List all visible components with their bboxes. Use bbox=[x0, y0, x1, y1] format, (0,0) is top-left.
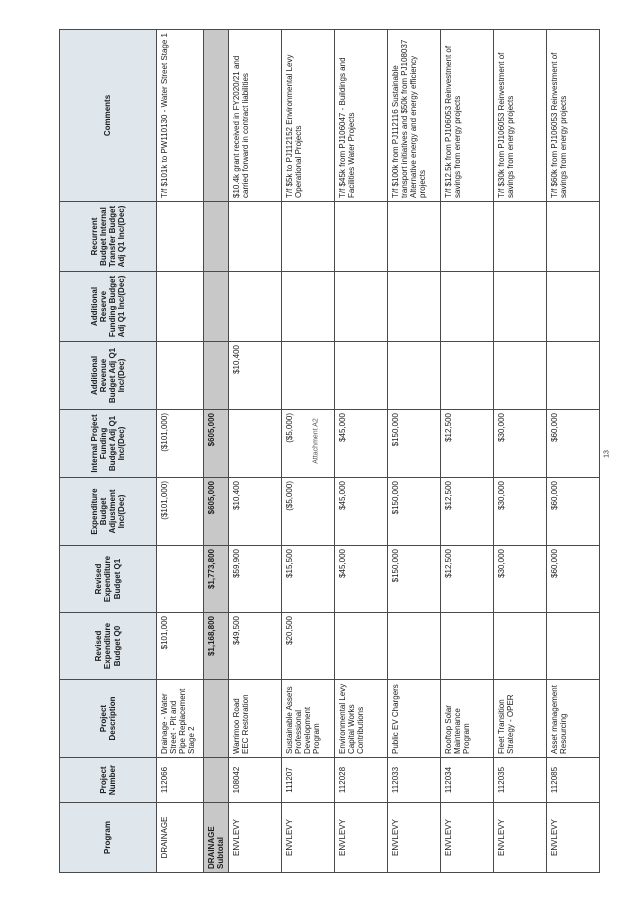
cell-rev-q1: $30,000 bbox=[494, 546, 547, 613]
cell-rev-q0: $49,500 bbox=[229, 613, 282, 680]
cell-program: ENVLEVY bbox=[388, 803, 441, 873]
cell-comments: T/f $5k to PJ112152 Environmental Levy Operational Projects bbox=[282, 30, 335, 202]
cell-rev-q0 bbox=[494, 613, 547, 680]
cell-add-reserve bbox=[282, 272, 335, 342]
cell-project-number: 112035 bbox=[494, 758, 547, 803]
col-header-rev-q1: Revised Expenditure Budget Q1 bbox=[60, 546, 157, 613]
col-header-int-funding: Internal Project Funding Budget Adj Q1 Inc/(Dec) bbox=[60, 410, 157, 478]
cell-rev-q1: $12,500 bbox=[441, 546, 494, 613]
cell-int-funding: ($101,000) bbox=[157, 410, 204, 478]
attachment-label: Attachment A2 bbox=[312, 418, 320, 464]
cell-project-number: 112085 bbox=[547, 758, 600, 803]
cell-rev-q0 bbox=[547, 613, 600, 680]
cell-program: ENVLEVY bbox=[494, 803, 547, 873]
cell-rev-q1: $15,500 bbox=[282, 546, 335, 613]
table-row bbox=[282, 30, 335, 873]
table-row bbox=[547, 30, 600, 873]
cell-comments: T/f $100k from PJ112116 Sustainable transport initiatives and $50k from PJ108037 Alternative energy and energy efficiency projects bbox=[388, 30, 441, 202]
cell-exp-adj: $45,000 bbox=[335, 478, 388, 546]
cell-project-number: 112034 bbox=[441, 758, 494, 803]
cell-int-funding: $30,000 bbox=[494, 410, 547, 478]
cell-int-funding: $605,000 bbox=[204, 410, 229, 478]
cell-add-revenue bbox=[282, 342, 335, 410]
cell-recurrent bbox=[229, 202, 282, 272]
table-row bbox=[229, 30, 282, 873]
cell-add-reserve bbox=[229, 272, 282, 342]
cell-comments: $10.4k grant received in FY2020/21 and carried forward in contract liabilities bbox=[229, 30, 282, 202]
cell-add-revenue bbox=[388, 342, 441, 410]
cell-int-funding bbox=[229, 410, 282, 478]
cell-add-reserve bbox=[335, 272, 388, 342]
cell-program: ENVLEVY bbox=[282, 803, 335, 873]
cell-exp-adj: $12,500 bbox=[441, 478, 494, 546]
col-header-description: Project Description bbox=[60, 680, 157, 758]
table-row bbox=[335, 30, 388, 873]
cell-project-number: 108042 bbox=[229, 758, 282, 803]
cell-recurrent bbox=[388, 202, 441, 272]
cell-description: Drainage - Water Street - Pit and Pipe Replacement Stage 2 bbox=[157, 680, 204, 758]
table-row bbox=[441, 30, 494, 873]
cell-add-revenue bbox=[335, 342, 388, 410]
cell-rev-q0: $20,500 bbox=[282, 613, 335, 680]
cell-program: ENVLEVY bbox=[547, 803, 600, 873]
cell-exp-adj: $30,000 bbox=[494, 478, 547, 546]
cell-description: Sustainable Assets Professional Development Program bbox=[282, 680, 335, 758]
cell-comments: T/f $12.5k from PJ106053 Reinvestment of savings from energy projects bbox=[441, 30, 494, 202]
cell-description bbox=[204, 680, 229, 758]
subtotal-row bbox=[204, 30, 229, 873]
cell-add-revenue: $10,400 bbox=[229, 342, 282, 410]
cell-add-reserve bbox=[547, 272, 600, 342]
cell-description: Rooftop Solar Maintenance Program bbox=[441, 680, 494, 758]
cell-project-number: 111207 bbox=[282, 758, 335, 803]
budget-adjustment-table bbox=[59, 29, 600, 873]
cell-rev-q0: $1,168,800 bbox=[204, 613, 229, 680]
cell-description: Public EV Chargers bbox=[388, 680, 441, 758]
cell-rev-q1: $150,000 bbox=[388, 546, 441, 613]
cell-rev-q1: $59,900 bbox=[229, 546, 282, 613]
page-number: 13 bbox=[603, 450, 611, 458]
cell-project-number bbox=[204, 758, 229, 803]
cell-add-reserve bbox=[157, 272, 204, 342]
cell-rev-q0 bbox=[388, 613, 441, 680]
cell-int-funding: $45,000 bbox=[335, 410, 388, 478]
cell-description: Environmental Levy Capital Works Contributions bbox=[335, 680, 388, 758]
cell-description: Warrimoo Road EEC Restoration bbox=[229, 680, 282, 758]
table-row bbox=[157, 30, 204, 873]
cell-add-revenue bbox=[494, 342, 547, 410]
cell-description: Asset management Resourcing bbox=[547, 680, 600, 758]
cell-comments: T/f $60k from PJ106053 Reinvestment of savings from energy projects bbox=[547, 30, 600, 202]
cell-project-number: 112033 bbox=[388, 758, 441, 803]
cell-add-revenue bbox=[547, 342, 600, 410]
cell-program: ENVLEVY bbox=[335, 803, 388, 873]
cell-rev-q1: $60,000 bbox=[547, 546, 600, 613]
cell-comments bbox=[204, 30, 229, 202]
cell-int-funding: $12,500 bbox=[441, 410, 494, 478]
cell-exp-adj: $60,000 bbox=[547, 478, 600, 546]
cell-recurrent bbox=[335, 202, 388, 272]
cell-int-funding: $60,000 bbox=[547, 410, 600, 478]
header-row bbox=[60, 30, 157, 873]
cell-rev-q0 bbox=[441, 613, 494, 680]
cell-comments: T/f $30k from PJ106053 Reinvestment of savings from energy projects bbox=[494, 30, 547, 202]
cell-exp-adj: $605,000 bbox=[204, 478, 229, 546]
cell-rev-q1: $45,000 bbox=[335, 546, 388, 613]
cell-int-funding: $150,000 bbox=[388, 410, 441, 478]
col-header-comments: Comments bbox=[60, 30, 157, 202]
cell-exp-adj: $150,000 bbox=[388, 478, 441, 546]
table-row bbox=[494, 30, 547, 873]
cell-project-number: 112028 bbox=[335, 758, 388, 803]
col-header-add-reserve: Additional Reserve Funding Budget Adj Q1 Inc/(Dec) bbox=[60, 272, 157, 342]
cell-exp-adj: ($101,000) bbox=[157, 478, 204, 546]
cell-comments: T/f $101k to PW110130 - Water Street Stage 1 bbox=[157, 30, 204, 202]
cell-recurrent bbox=[157, 202, 204, 272]
cell-add-revenue bbox=[157, 342, 204, 410]
col-header-project-number: Project Number bbox=[60, 758, 157, 803]
cell-program: DRAINAGE Subtotal bbox=[204, 803, 229, 873]
rotated-table-wrapper bbox=[59, 30, 567, 873]
cell-recurrent bbox=[282, 202, 335, 272]
col-header-program: Program bbox=[60, 803, 157, 873]
cell-recurrent bbox=[204, 202, 229, 272]
cell-int-funding: ($5,000) bbox=[282, 410, 335, 478]
cell-description: Fleet Transition Strategy - OPER bbox=[494, 680, 547, 758]
cell-rev-q0 bbox=[335, 613, 388, 680]
col-header-rev-q0: Revised Expenditure Budget Q0 bbox=[60, 613, 157, 680]
col-header-recurrent: Recurrent Budget Internal Transfer Budget Adj Q1 Inc/(Dec) bbox=[60, 202, 157, 272]
cell-recurrent bbox=[494, 202, 547, 272]
cell-add-reserve bbox=[494, 272, 547, 342]
cell-project-number: 112066 bbox=[157, 758, 204, 803]
cell-add-revenue bbox=[204, 342, 229, 410]
cell-recurrent bbox=[547, 202, 600, 272]
cell-add-reserve bbox=[388, 272, 441, 342]
cell-add-revenue bbox=[441, 342, 494, 410]
cell-add-reserve bbox=[204, 272, 229, 342]
cell-program: ENVLEVY bbox=[229, 803, 282, 873]
cell-exp-adj: $10,400 bbox=[229, 478, 282, 546]
cell-exp-adj: ($5,000) bbox=[282, 478, 335, 546]
cell-rev-q1: $1,773,800 bbox=[204, 546, 229, 613]
cell-rev-q0: $101,000 bbox=[157, 613, 204, 680]
col-header-exp-adj: Expenditure Budget Adjustment Inc/(Dec) bbox=[60, 478, 157, 546]
cell-program: DRAINAGE bbox=[157, 803, 204, 873]
cell-recurrent bbox=[441, 202, 494, 272]
cell-comments: T/f $45k from PJ106047 - Buildings and Facilities Water Projects bbox=[335, 30, 388, 202]
cell-add-reserve bbox=[441, 272, 494, 342]
col-header-add-revenue: Additional Revenue Budget Adj Q1 Inc/(Dec) bbox=[60, 342, 157, 410]
table-row bbox=[388, 30, 441, 873]
cell-rev-q1 bbox=[157, 546, 204, 613]
cell-program: ENVLEVY bbox=[441, 803, 494, 873]
